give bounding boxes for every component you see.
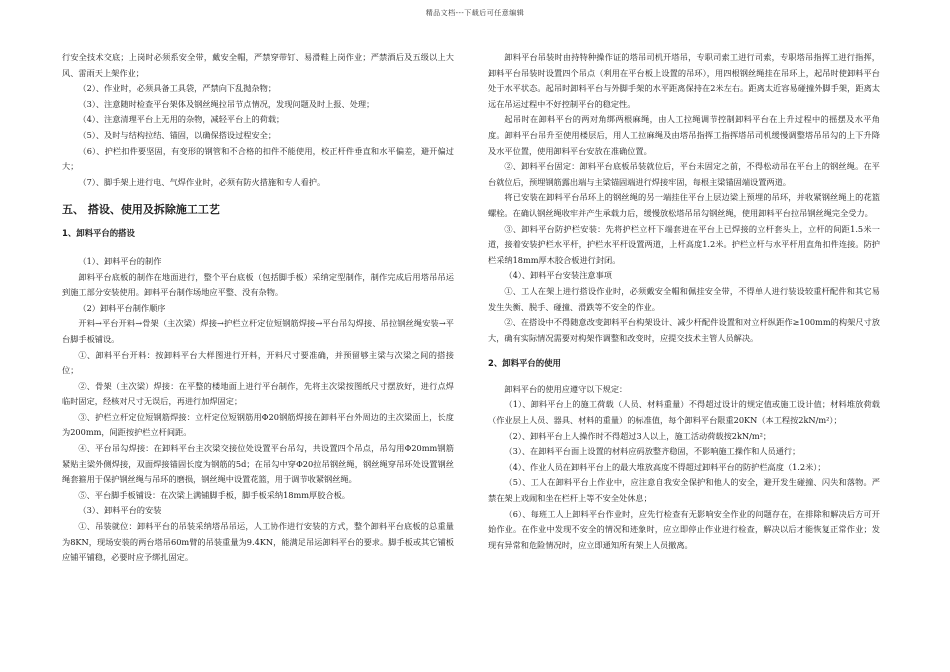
paragraph: ②、卸料平台固定：卸料平台底板吊装就位后，平台未固定之前，不得松动吊在平台上的钢丝绳。在平台就位后，预埋钢筋露出端与主梁锚固端进行焊接牢固，每根主梁锚固端设置两道。 [488, 161, 880, 187]
paragraph: 起吊时在卸料平台的两对角绑两根麻绳，由人工拉绳调节控制卸料平台在上升过程中的摇摆及水平角度。卸料平台吊升至使用楼层后，用人工拉麻绳及由塔吊指挥工指挥塔吊司机缓慢调整塔吊吊勾的上下升降及水平位置，使用卸料平台安放在准确位置。 [488, 114, 880, 156]
paragraph: （2）、作业时，必须具备工具袋，严禁向下乱抛杂物； [78, 83, 277, 94]
page-header: 精品文档---下载后可任意编辑 [425, 9, 525, 17]
paragraph: 卸料平台底板的制作在地面进行，整个平台底板（包括脚手板）采纳定型制作，制作完成后用塔吊吊运到施工部分安装使用。卸料平台制作场地应平整、没有杂物。 [62, 271, 454, 298]
paragraph: （6）、护栏扣件要坚固，有变形的钢管和不合格的扣件不能使用，校正杆件垂直和水平偏差，避开偏过大； [62, 145, 454, 172]
paragraph: （2）、卸料平台上人操作时不得超过3人以上，施工活动荷载按2kN/m²； [504, 430, 772, 441]
paragraph: 开料→平台开料→骨架（主次梁）焊接→护栏立杆定位短钢筋焊接→平台吊勾焊接、吊拉钢丝绳安装→平台脚手板铺设。 [62, 318, 454, 344]
paragraph: （3）、在卸料平台面上设置的材料应码放整齐稳固，不影响施工操作和人员通行； [504, 446, 801, 457]
paragraph: ①、卸料平台开料：按卸料平台大样图进行开料，开料尺寸要准确，并预留够主梁与次梁之间的搭接位； [62, 349, 454, 376]
subsection-title: 1、卸料平台的搭设 [62, 228, 135, 239]
paragraph: ②、骨架（主次梁）焊接：在平整的楼地面上进行平台制作，先将主次梁按图纸尺寸摆放好，进行点焊临时固定，经核对尺寸无误后，再进行加焊固定； [62, 380, 454, 407]
paragraph: （3）、卸料平台的安装 [78, 505, 162, 516]
section-title: 五、 搭设、使用及拆除施工工艺 [62, 203, 220, 217]
paragraph: （5）、工人在卸料平台上作业中，应注意自我安全保护和他人的安全，避开发生碰撞、闪失和落物。严禁在架上戏闹和坐在栏杆上等不安全处休息； [488, 477, 880, 504]
paragraph: （1）、卸料平台上的施工荷载（人员、材料重量）不得超过设计的规定值或施工设计值；材料堆放荷载（作业层上人员、器具、材料的重量）的标准值，每个卸料平台限重20KN（本工程按2kN/m²）； [488, 399, 880, 426]
paragraph: 卸料平台的使用应遵守以下规定： [504, 383, 628, 394]
paragraph: （1）、卸料平台的制作 [78, 255, 162, 266]
paragraph: （4）、注意清理平台上无用的杂物，减轻平台上的荷载； [78, 114, 285, 125]
paragraph: （4）、作业人员在卸料平台上的最大堆放高度不得超过卸料平台的防护栏高度（1.2米）； [504, 461, 826, 472]
paragraph: 行安全技术交底；上岗时必须系安全带，戴安全帽，严禁穿带钉、易滑鞋上岗作业；严禁酒后及五级以上大风、雷雨天上架作业； [62, 52, 454, 78]
paragraph: （4）、卸料平台安装注意事项 [504, 270, 612, 281]
paragraph: ①、工人在架上进行搭设作业时，必须戴安全帽和佩挂安全带，不得单人进行装设较重杆配件和其它易发生失衡、脱手、碰撞、滑跌等不安全的作业。 [488, 285, 880, 312]
subsection-title: 2、卸料平台的使用 [488, 358, 561, 369]
paragraph: 卸料平台吊装时由持特种操作证的塔吊司机开塔吊，专职司索工进行司索，专职塔吊指挥工进行指挥，卸料平台吊装时设置四个吊点（利用在平台板上设置的吊环），用四根钢丝绳挂在吊环上，起吊时使卸料平台处于水平状态。起吊时卸料平台与外脚手架的水平距离保持在2米左右。距离太近容易碰撞外脚手架，距离太远在吊运过程中不好控制平台的稳定性。 [488, 52, 880, 109]
paragraph: （3）、注意随时检查平台架体及钢丝绳拉吊节点情况，发现问题及时上报、处理； [78, 98, 375, 109]
paragraph: （7）、脚手架上进行电、气焊作业时，必须有防火措施和专人看护。 [78, 176, 326, 187]
paragraph: （2）卸料平台制作顺序 [78, 302, 166, 313]
paragraph: ⑤、平台脚手板铺设：在次梁上满铺脚手板，脚手板采纳18mm厚胶合板。 [78, 489, 350, 500]
paragraph: ①、吊装就位：卸料平台的吊装采纳塔吊吊运，人工协作进行安装的方式，整个卸料平台底板的总重量为8KN，现场安装的两台塔吊60m臂的吊装重量为9.4KN，能满足吊运卸料平台的要求。脚手板或其它铺板应铺平铺稳，必要时应予绑扎固定。 [62, 521, 454, 563]
paragraph: ③、卸料平台防护栏安装：先将护栏立杆下端套进在平台上已焊接的立杆套头上，立杆的间距1.5米一道，接着安装护栏水平杆，护栏水平杆设置两道，上杆高度1.2米。护栏立杆与水平杆用直角扣件连接。防护栏采纳18mm厚木胶合板进行封闭。 [488, 223, 880, 265]
paragraph: （5）、及时与结构拉结、锚固，以确保搭设过程安全； [78, 129, 277, 140]
right-column [488, 50, 880, 553]
paragraph: （6）、每班工人上卸料平台作业时，应先行检查有无影响安全作业的问题存在，在排除和解决后方可开始作业。在作业中发现不安全的情况和迹象时，应立即停止作业进行检查，解决以后才能恢复正常作业；发现有异常和危险情况时，应立即通知所有架上人员撤离。 [488, 508, 880, 550]
paragraph: 将已安装在卸料平台吊环上的钢丝绳的另一端挂住平台上层边梁上预埋的吊环，并收紧钢丝绳上的花篮螺栓。在确认钢丝绳收牢并产生承载力后，缓慢放松塔吊吊勾钢丝绳，使用卸料平台拉吊钢丝绳完全受力。 [488, 192, 880, 218]
paragraph: ②、在搭设中不得随意改变卸料平台构架设计、减少杆配件设置和对立杆纵距作≥100mm的构架尺寸放大，确有实际情况需要对构架作调整和改变时，应提交技术主管人员解决。 [488, 317, 880, 343]
left-column [62, 50, 454, 566]
paragraph: ③、护栏立杆定位短钢筋焊接：立杆定位短钢筋用Φ20钢筋焊接在卸料平台外周边的主次梁面上，长度为200mm，间距按护栏立杆间距。 [62, 411, 454, 438]
paragraph: ④、平台吊勾焊接：在卸料平台主次梁交接位处设置平台吊勾，共设置四个吊点，吊勾用Φ20mm钢筋紧贴主梁外侧焊接，双面焊接锚固长度为钢筋的5d；在吊勾中穿Φ20拉吊钢丝绳，钢丝绳穿吊环处设置钢丝绳套箍用于保护钢丝绳与吊环的磨损，钢丝绳中设置花篮，用于调节收紧钢丝绳。 [62, 443, 454, 485]
